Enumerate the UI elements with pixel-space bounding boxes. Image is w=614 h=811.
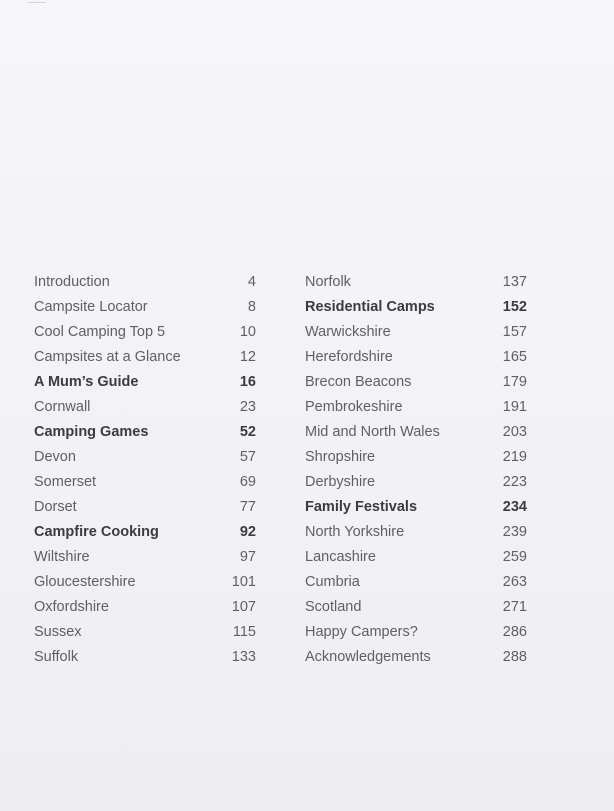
toc-entry (305, 295, 527, 320)
toc-entry-title: Residential Camps (305, 299, 435, 315)
toc-entry-title: Acknowledgements (305, 649, 431, 665)
toc-entry (34, 495, 256, 520)
toc-entry-page: 286 (502, 624, 527, 640)
toc-entry-title: Cumbria (305, 574, 360, 590)
toc-entry-title: Campsites at a Glance (34, 349, 181, 365)
toc-entry-title: Campsite Locator (34, 299, 148, 315)
toc-entry (34, 570, 256, 595)
toc-entry-title: Pembrokeshire (305, 399, 403, 415)
toc-entry-page: 52 (239, 424, 256, 440)
toc-entry (305, 420, 527, 445)
toc-entry (34, 620, 256, 645)
toc-entry-page: 239 (502, 524, 527, 540)
toc-entry-page: 57 (239, 449, 256, 465)
toc-entry (305, 395, 527, 420)
toc-entry-title: Brecon Beacons (305, 374, 412, 390)
toc-entry (34, 645, 256, 670)
toc-entry-title: Norfolk (305, 274, 351, 290)
toc-entry-page: 10 (239, 324, 256, 340)
toc-entry-page: 69 (239, 474, 256, 490)
toc-entry-title: Scotland (305, 599, 362, 615)
toc-entry-page: 77 (239, 499, 256, 515)
toc-entry-page: 23 (239, 399, 256, 415)
toc-entry-page: 101 (231, 574, 256, 590)
toc-entry-page: 4 (247, 274, 256, 290)
toc-entry-title: Herefordshire (305, 349, 393, 365)
toc-entry-page: 133 (231, 649, 256, 665)
toc-entry (34, 595, 256, 620)
toc-entry-title: Cornwall (34, 399, 91, 415)
toc-entry-title: A Mum’s Guide (34, 374, 139, 390)
toc-entry-page: 203 (502, 424, 527, 440)
toc-entry-page: 288 (502, 649, 527, 665)
toc-entry (305, 320, 527, 345)
toc-entry-page: 223 (502, 474, 527, 490)
toc-entry-page: 8 (247, 299, 256, 315)
toc-entry (34, 345, 256, 370)
toc-entry-page: 219 (502, 449, 527, 465)
toc-entry-page: 263 (502, 574, 527, 590)
toc-entry (305, 270, 527, 295)
toc-entry-title: Happy Campers? (305, 624, 418, 640)
toc-entry-page: 191 (502, 399, 527, 415)
toc-entry-title: Lancashire (305, 549, 376, 565)
toc-entry (34, 420, 256, 445)
toc-entry-page: 97 (239, 549, 256, 565)
toc-entry-title: Oxfordshire (34, 599, 109, 615)
toc-entry (305, 645, 527, 670)
toc-entry-page: 234 (502, 499, 527, 515)
toc-entry (34, 545, 256, 570)
toc-entry (305, 620, 527, 645)
toc-entry-title: Gloucestershire (34, 574, 136, 590)
toc-entry-title: North Yorkshire (305, 524, 405, 540)
toc-entry-title: Introduction (34, 274, 110, 290)
toc-entry-page: 115 (232, 624, 256, 640)
toc-entry (34, 520, 256, 545)
toc-entry-title: Dorset (34, 499, 77, 515)
toc-entry-title: Cool Camping Top 5 (34, 324, 166, 340)
toc-entry (305, 370, 527, 395)
toc-entry-title: Sussex (34, 624, 82, 640)
toc-entry-title: Shropshire (305, 449, 376, 465)
toc-entry-title: Campfire Cooking (34, 524, 159, 540)
contents-column-left (34, 270, 256, 670)
toc-entry (34, 395, 256, 420)
toc-entry (34, 295, 256, 320)
toc-entry (305, 445, 527, 470)
toc-entry (34, 270, 256, 295)
toc-entry-page: 152 (502, 299, 527, 315)
contents-column-right (305, 270, 527, 670)
toc-entry-page: 16 (239, 374, 256, 390)
toc-entry (305, 470, 527, 495)
toc-entry-page: 179 (502, 374, 527, 390)
toc-entry-title: Derbyshire (305, 474, 376, 490)
toc-entry (305, 345, 527, 370)
toc-entry (305, 495, 527, 520)
toc-entry-title: Camping Games (34, 424, 149, 440)
toc-entry-page: 157 (502, 324, 527, 340)
toc-entry-title: Family Festivals (305, 499, 418, 515)
toc-entry (305, 570, 527, 595)
toc-entry-page: 165 (502, 349, 527, 365)
toc-entry-title: Somerset (34, 474, 97, 490)
toc-entry-title: Warwickshire (305, 324, 391, 340)
crop-mark (28, 0, 46, 3)
toc-entry (305, 545, 527, 570)
toc-entry (34, 320, 256, 345)
toc-entry (34, 370, 256, 395)
toc-entry-page: 92 (239, 524, 256, 540)
toc-entry-page: 107 (231, 599, 256, 615)
toc-entry (305, 520, 527, 545)
toc-entry-page: 137 (502, 274, 527, 290)
toc-entry-page: 259 (502, 549, 527, 565)
toc-entry-page: 12 (239, 349, 256, 365)
toc-entry (305, 595, 527, 620)
toc-entry-page: 271 (502, 599, 527, 615)
toc-entry (34, 470, 256, 495)
toc-entry (34, 445, 256, 470)
toc-entry-title: Suffolk (34, 649, 79, 665)
toc-entry-title: Mid and North Wales (305, 424, 440, 440)
toc-entry-title: Wiltshire (34, 549, 90, 565)
toc-entry-title: Devon (34, 449, 76, 465)
